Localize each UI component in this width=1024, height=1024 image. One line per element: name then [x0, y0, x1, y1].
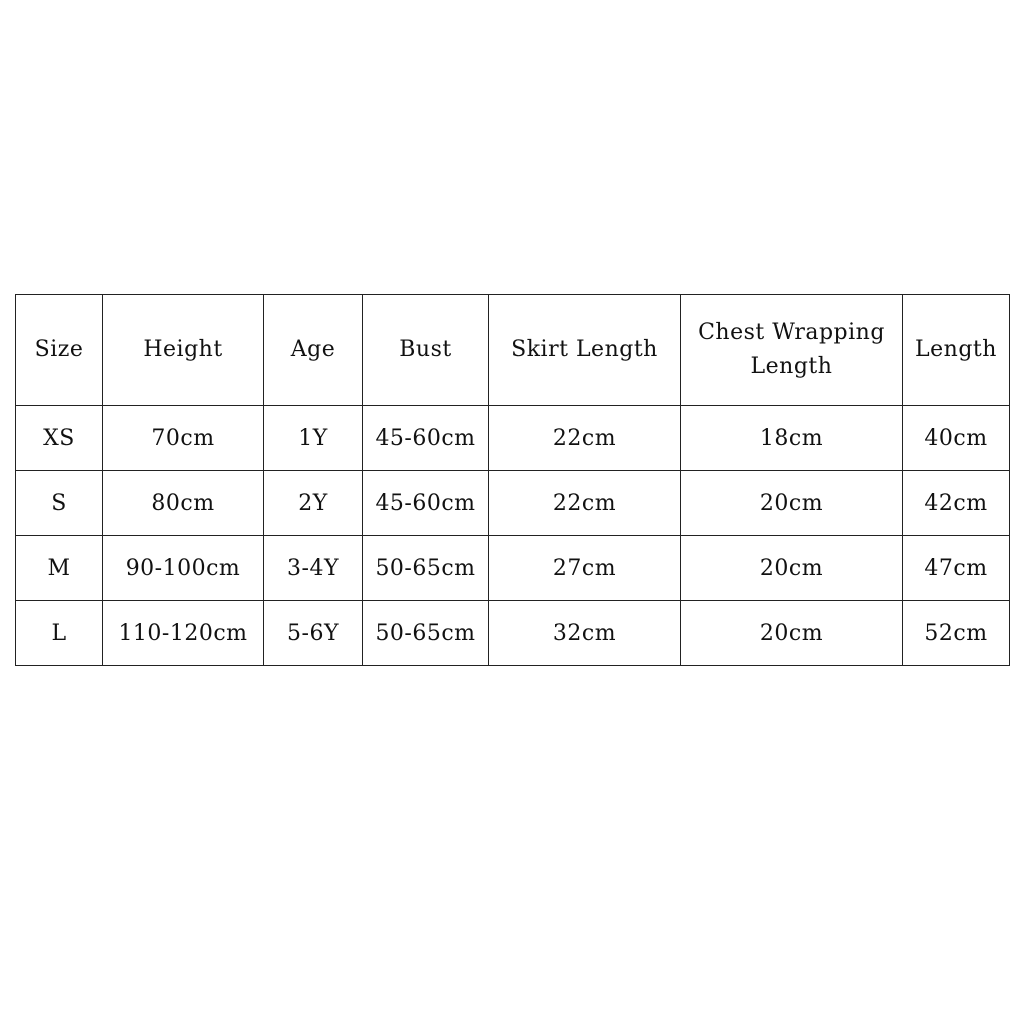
cell-age: 1Y	[264, 406, 363, 471]
cell-bust: 50-65cm	[363, 536, 489, 601]
cell-chest-wrapping-length: 18cm	[681, 406, 903, 471]
header-height: Height	[103, 295, 264, 406]
cell-height: 70cm	[103, 406, 264, 471]
cell-bust: 45-60cm	[363, 406, 489, 471]
cell-size: XS	[16, 406, 103, 471]
cell-skirt-length: 22cm	[489, 471, 681, 536]
cell-length: 47cm	[903, 536, 1010, 601]
table-row	[16, 536, 1010, 601]
cell-chest-wrapping-length: 20cm	[681, 536, 903, 601]
cell-bust: 45-60cm	[363, 471, 489, 536]
cell-age: 2Y	[264, 471, 363, 536]
cell-skirt-length: 22cm	[489, 406, 681, 471]
header-skirt-length: Skirt Length	[489, 295, 681, 406]
cell-size: L	[16, 601, 103, 666]
header-length: Length	[903, 295, 1010, 406]
cell-height: 90-100cm	[103, 536, 264, 601]
cell-age: 5-6Y	[264, 601, 363, 666]
cell-size: S	[16, 471, 103, 536]
cell-bust: 50-65cm	[363, 601, 489, 666]
table-row	[16, 406, 1010, 471]
header-chest-wrapping-length: Chest Wrapping Length	[681, 295, 903, 406]
cell-size: M	[16, 536, 103, 601]
table-header-row	[16, 295, 1010, 406]
table-row	[16, 471, 1010, 536]
header-bust: Bust	[363, 295, 489, 406]
cell-length: 40cm	[903, 406, 1010, 471]
cell-skirt-length: 27cm	[489, 536, 681, 601]
cell-chest-wrapping-length: 20cm	[681, 471, 903, 536]
header-age: Age	[264, 295, 363, 406]
cell-height: 80cm	[103, 471, 264, 536]
cell-length: 42cm	[903, 471, 1010, 536]
table-row	[16, 601, 1010, 666]
header-size: Size	[16, 295, 103, 406]
cell-age: 3-4Y	[264, 536, 363, 601]
cell-length: 52cm	[903, 601, 1010, 666]
cell-chest-wrapping-length: 20cm	[681, 601, 903, 666]
size-chart-table	[15, 294, 1010, 666]
cell-height: 110-120cm	[103, 601, 264, 666]
cell-skirt-length: 32cm	[489, 601, 681, 666]
